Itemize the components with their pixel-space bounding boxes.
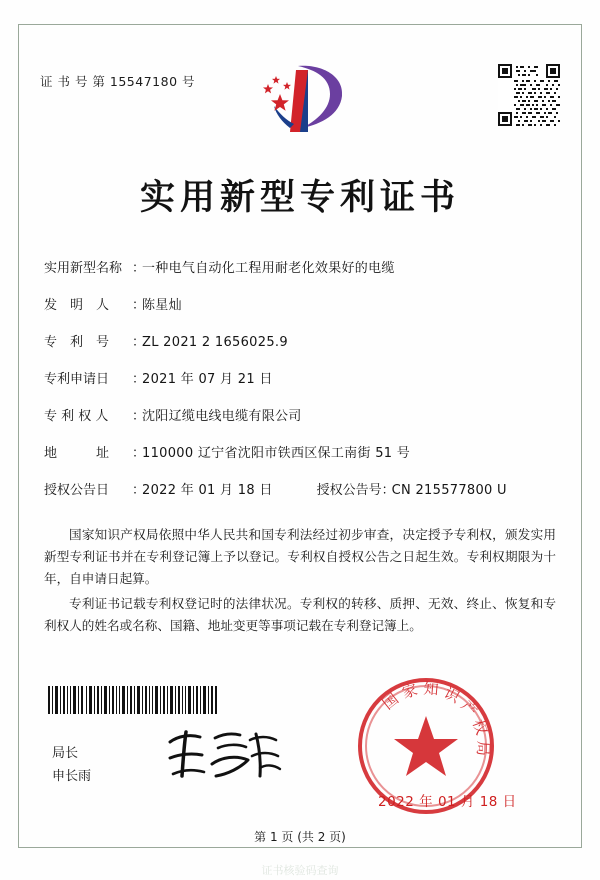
qr-code-icon <box>498 64 560 126</box>
legal-text <box>44 524 556 640</box>
field-colon: ： <box>132 483 146 498</box>
field-colon: ： <box>132 298 146 313</box>
field-row <box>44 324 556 361</box>
field-value: 2021 年 07 月 21 日 <box>142 372 273 387</box>
field-label: 专 利 权 人 <box>44 409 109 424</box>
signature-role-label: 局长 <box>52 746 79 761</box>
page-title: 实用新型专利证书 <box>139 177 460 218</box>
paragraph: 专利证书记载专利权登记时的法律状况。专利权的转移、质押、无效、终止、恢复和专利权人的姓名或名称、国籍、地址变更等事项记载在专利登记簿上。 <box>44 596 556 633</box>
signature-name-label: 申长雨 <box>52 769 92 784</box>
field-colon: ： <box>132 261 146 276</box>
grant-row <box>44 472 556 509</box>
field-colon: ： <box>132 372 146 387</box>
field-colon: ： <box>381 483 395 498</box>
handwritten-signature-icon <box>160 724 286 788</box>
field-row <box>44 250 556 287</box>
field-colon: ： <box>132 409 146 424</box>
field-value: 陈星灿 <box>142 298 182 313</box>
field-row <box>44 287 556 324</box>
grant-date-label: 授权公告日 <box>44 483 110 498</box>
grant-number-value: CN 215577800 U <box>391 483 507 498</box>
field-label: 地 址 <box>44 446 110 461</box>
field-colon: ： <box>132 446 146 461</box>
field-label: 实用新型名称 <box>44 261 123 276</box>
certificate-number: 证 书 号 第 15547180 号 <box>40 74 195 89</box>
svg-text:国 家 知 识 产 权 局: 国 家 知 识 产 权 局 <box>379 679 493 757</box>
field-row <box>44 361 556 398</box>
field-value: 110000 辽宁省沈阳市铁西区保工南街 51 号 <box>142 446 411 461</box>
field-row <box>44 435 556 472</box>
page-indicator: 第 1 页 (共 2 页) <box>254 830 346 844</box>
field-label: 专 利 号 <box>44 335 110 350</box>
seal-date: 2022 年 01 月 18 日 <box>378 794 517 810</box>
signature-block <box>52 742 91 788</box>
grant-number-label: 授权公告号 <box>316 483 382 498</box>
footer-faint-text: 证书核验码查询 <box>261 864 339 877</box>
grant-date-value: 2022 年 01 月 18 日 <box>142 483 273 498</box>
paragraph: 国家知识产权局依照中华人民共和国专利法经过初步审查，决定授予专利权，颁发实用新型专利证书并在专利登记簿上予以登记。专利权自授权公告之日起生效。专利权期限为十年，自申请日起算。 <box>44 527 556 586</box>
field-colon: ： <box>132 335 146 350</box>
field-label: 专利申请日 <box>44 372 110 387</box>
field-row <box>44 398 556 435</box>
field-value: 沈阳辽缆电线电缆有限公司 <box>142 409 302 424</box>
field-label: 发 明 人 <box>44 298 110 313</box>
field-value: ZL 2021 2 1656025.9 <box>142 335 288 350</box>
field-list <box>44 250 556 509</box>
barcode-icon <box>48 686 218 714</box>
field-value: 一种电气自动化工程用耐老化效果好的电缆 <box>142 261 395 276</box>
patent-office-logo-icon <box>252 62 348 136</box>
